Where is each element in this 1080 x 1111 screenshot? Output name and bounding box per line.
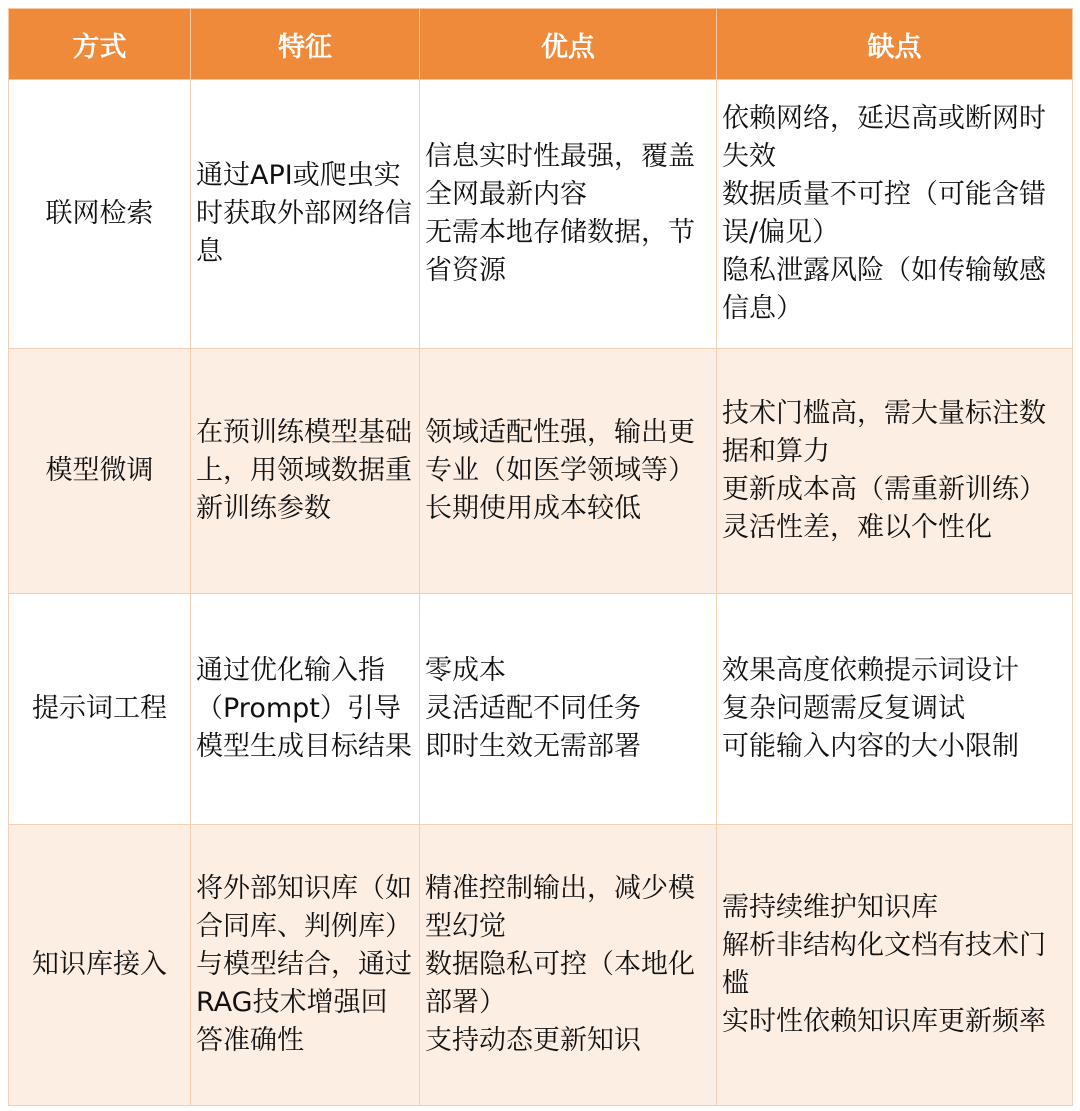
pros-item: 精准控制输出，减少模型幻觉 (425, 873, 695, 942)
pros-cell (420, 349, 717, 594)
feature-cell: 通过API或爬虫实时获取外部网络信息 (191, 80, 420, 349)
pros-cell (420, 80, 717, 349)
method-cell: 提示词工程 (9, 594, 191, 825)
cons-item: 隐私泄露风险（如传输敏感信息） (722, 255, 1046, 324)
header-method: 方式 (9, 9, 191, 80)
table-header-row (9, 9, 1073, 80)
method-cell: 模型微调 (9, 349, 191, 594)
cons-cell (717, 80, 1073, 349)
pros-item: 即时生效无需部署 (425, 731, 641, 762)
cons-item: 依赖网络，延迟高或断网时失效 (722, 103, 1046, 172)
cons-item: 更新成本高（需重新训练） (722, 474, 1046, 505)
pros-cell (420, 825, 717, 1106)
pros-item: 灵活适配不同任务 (425, 693, 641, 724)
cons-cell (717, 825, 1073, 1106)
pros-item: 领域适配性强，输出更专业（如医学领域等） (425, 417, 695, 486)
cons-item: 技术门槛高，需大量标注数据和算力 (722, 398, 1046, 467)
cons-item: 灵活性差，难以个性化 (722, 512, 992, 543)
feature-cell: 将外部知识库（如合同库、判例库）与模型结合，通过RAG技术增强回答准确性 (191, 825, 420, 1106)
cons-item: 数据质量不可控（可能含错误/偏见） (722, 179, 1046, 248)
feature-cell: 在预训练模型基础上，用领域数据重新训练参数 (191, 349, 420, 594)
cons-cell (717, 594, 1073, 825)
table-row (9, 349, 1073, 594)
cons-item: 复杂问题需反复调试 (722, 693, 965, 724)
feature-cell: 通过优化输入指（Prompt）引导模型生成目标结果 (191, 594, 420, 825)
table-row (9, 80, 1073, 349)
pros-item: 信息实时性最强，覆盖全网最新内容 (425, 141, 695, 210)
table-row (9, 594, 1073, 825)
pros-item: 数据隐私可控（本地化部署） (425, 949, 695, 1018)
header-cons: 缺点 (717, 9, 1073, 80)
pros-item: 长期使用成本较低 (425, 493, 641, 524)
pros-item: 无需本地存储数据，节省资源 (425, 217, 695, 286)
cons-item: 需持续维护知识库 (722, 892, 938, 923)
cons-item: 效果高度依赖提示词设计 (722, 655, 1019, 686)
comparison-table-container (8, 8, 1072, 1106)
cons-item: 实时性依赖知识库更新频率 (722, 1006, 1046, 1037)
cons-item: 解析非结构化文档有技术门槛 (722, 930, 1046, 999)
cons-item: 可能输入内容的大小限制 (722, 731, 1019, 762)
comparison-table (8, 8, 1073, 1106)
pros-item: 支持动态更新知识 (425, 1025, 641, 1056)
header-pros: 优点 (420, 9, 717, 80)
method-cell: 联网检索 (9, 80, 191, 349)
pros-cell (420, 594, 717, 825)
header-feature: 特征 (191, 9, 420, 80)
pros-item: 零成本 (425, 655, 506, 686)
table-row (9, 825, 1073, 1106)
method-cell: 知识库接入 (9, 825, 191, 1106)
cons-cell (717, 349, 1073, 594)
